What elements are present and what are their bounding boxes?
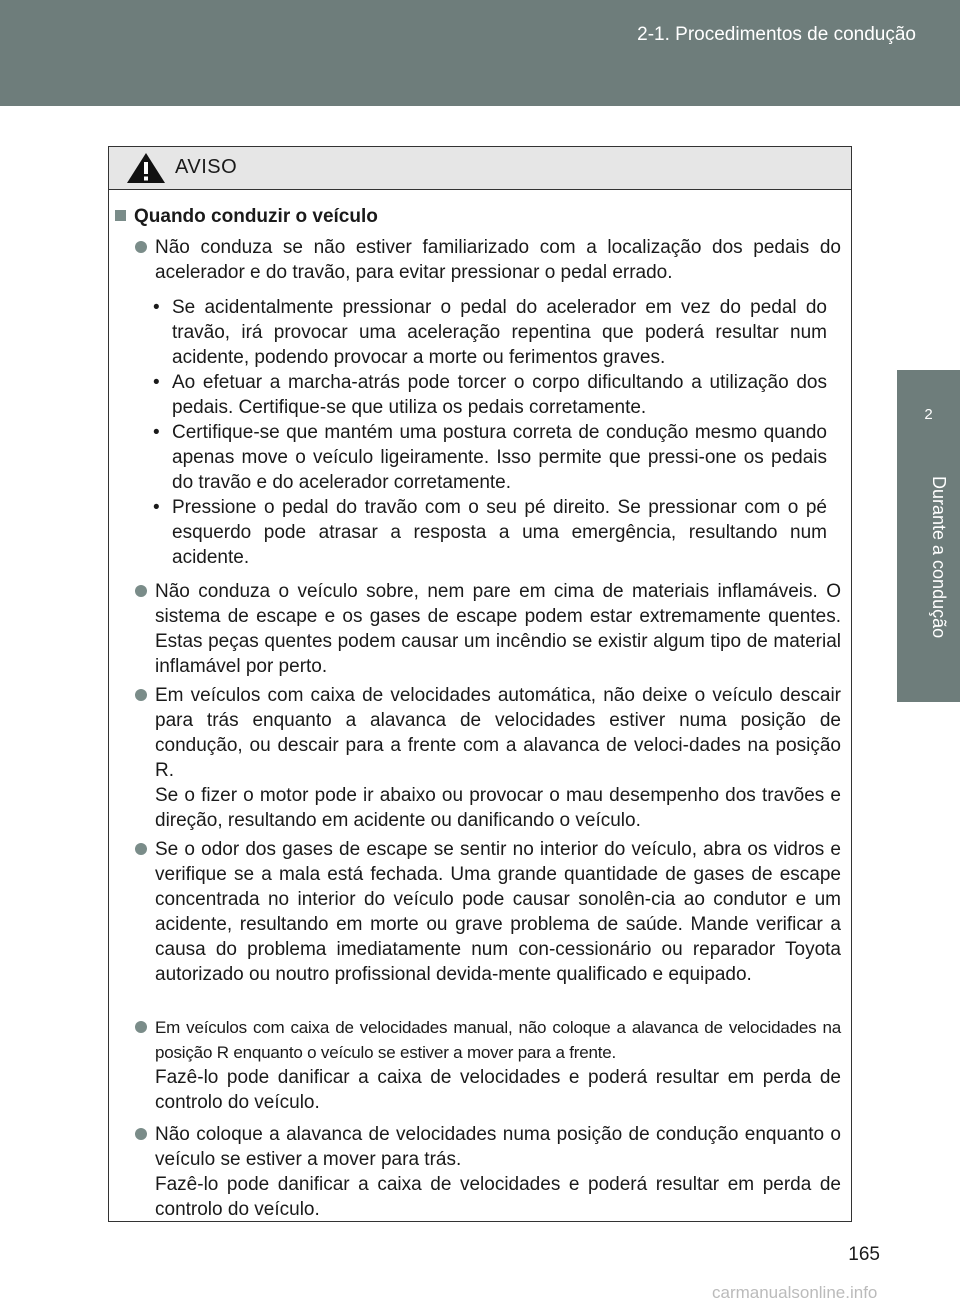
circle-bullet-icon xyxy=(135,241,147,253)
section-title: 2-1. Procedimentos de condução xyxy=(637,24,916,45)
chapter-tab xyxy=(897,462,960,702)
item-text: Fazê-lo pode danificar a caixa de velocidades e poderá resultar em perda de controlo do veículo. xyxy=(155,1067,841,1113)
warning-title: AVISO xyxy=(175,156,238,178)
sub-point-text: Se acidentalmente pressionar o pedal do acelerador em vez do pedal do travão, irá provocar uma aceleração repentina que poderá resultar num acidente, podendo provocar a morte ou ferimentos graves. xyxy=(172,297,827,368)
page-number: 165 xyxy=(848,1244,880,1265)
circle-bullet-icon xyxy=(135,843,147,855)
item-text: Não conduza se não estiver familiarizado com a localização dos pedais do acelerador e do travão, para evitar pressionar o pedal errado. xyxy=(155,237,841,283)
chapter-number: 2 xyxy=(924,406,933,423)
warning-triangle-icon xyxy=(125,151,167,190)
dot-bullet: • xyxy=(153,422,160,443)
sub-point-text: Certifique-se que mantém uma postura correta de condução mesmo quando apenas move o veículo ligeiramente. Isso permite que pressi-one os pedais do travão e do acelerador corretamente. xyxy=(172,422,827,493)
chapter-tab-number xyxy=(897,370,960,462)
item-text: Se o odor dos gases de escape se sentir no interior do veículo, abra os vidros e verifique se a mala está fechada. Uma grande quantidade de gases de escape concentrada no interior do veículo pode causar sonolên-cia ao condutor e um acidente, resultando em morte ou grave problema de saúde. Mande verificar a causa do problema imediatamente num con-cessionário ou reparador Toyota autorizado ou noutro profissional devida-mente qualificado e equipado. xyxy=(155,839,841,985)
item-text: Em veículos com caixa de velocidades manual, não coloque a alavanca de velocidades na posição R enquanto o veículo se estiver a mover para a frente. xyxy=(155,1018,841,1062)
subheading-text: Quando conduzir o veículo xyxy=(134,206,378,227)
dot-bullet: • xyxy=(153,497,160,518)
square-bullet-icon xyxy=(115,210,126,221)
header-bar xyxy=(0,0,960,106)
item-text: Fazê-lo pode danificar a caixa de velocidades e poderá resultar em perda de controlo do veículo. xyxy=(155,1174,841,1220)
circle-bullet-icon xyxy=(135,1021,147,1033)
item-text: Se o fizer o motor pode ir abaixo ou provocar o mau desempenho dos travões e direção, resultando em acidente ou danificando o veículo. xyxy=(155,785,841,831)
warning-subheading xyxy=(115,204,378,229)
dot-bullet: • xyxy=(153,372,160,393)
sub-point-text: Ao efetuar a marcha-atrás pode torcer o corpo dificultando a utilização dos pedais. Certifique-se que utiliza os pedais corretamente. xyxy=(172,372,827,418)
dot-bullet: • xyxy=(153,297,160,318)
warning-box xyxy=(108,146,852,1222)
item-text: Não coloque a alavanca de velocidades numa posição de condução enquanto o veículo se estiver a mover para trás. xyxy=(155,1124,841,1170)
chapter-label: Durante a condução xyxy=(929,476,949,639)
warning-header xyxy=(109,147,851,190)
item-text: Não conduza o veículo sobre, nem pare em cima de materiais inflamáveis. O sistema de escape e os gases de escape podem estar extremamente quentes. Estas peças quentes podem causar um incêndio se existir algum tipo de material inflamável por perto. xyxy=(155,581,841,677)
circle-bullet-icon xyxy=(135,585,147,597)
circle-bullet-icon xyxy=(135,1128,147,1140)
item-text: Em veículos com caixa de velocidades automática, não deixe o veículo descair para trás enquanto a alavanca de velocidades estiver numa posição de condução, ou descair para a frente com a alavanca de veloci-dades na posição R. xyxy=(155,685,841,781)
footer-watermark: carmanualsonline.info xyxy=(712,1283,878,1302)
sub-point-text: Pressione o pedal do travão com o seu pé direito. Se pressionar com o pé esquerdo pode atrasar a resposta a uma emergência, resultando num acidente. xyxy=(172,497,827,568)
circle-bullet-icon xyxy=(135,689,147,701)
